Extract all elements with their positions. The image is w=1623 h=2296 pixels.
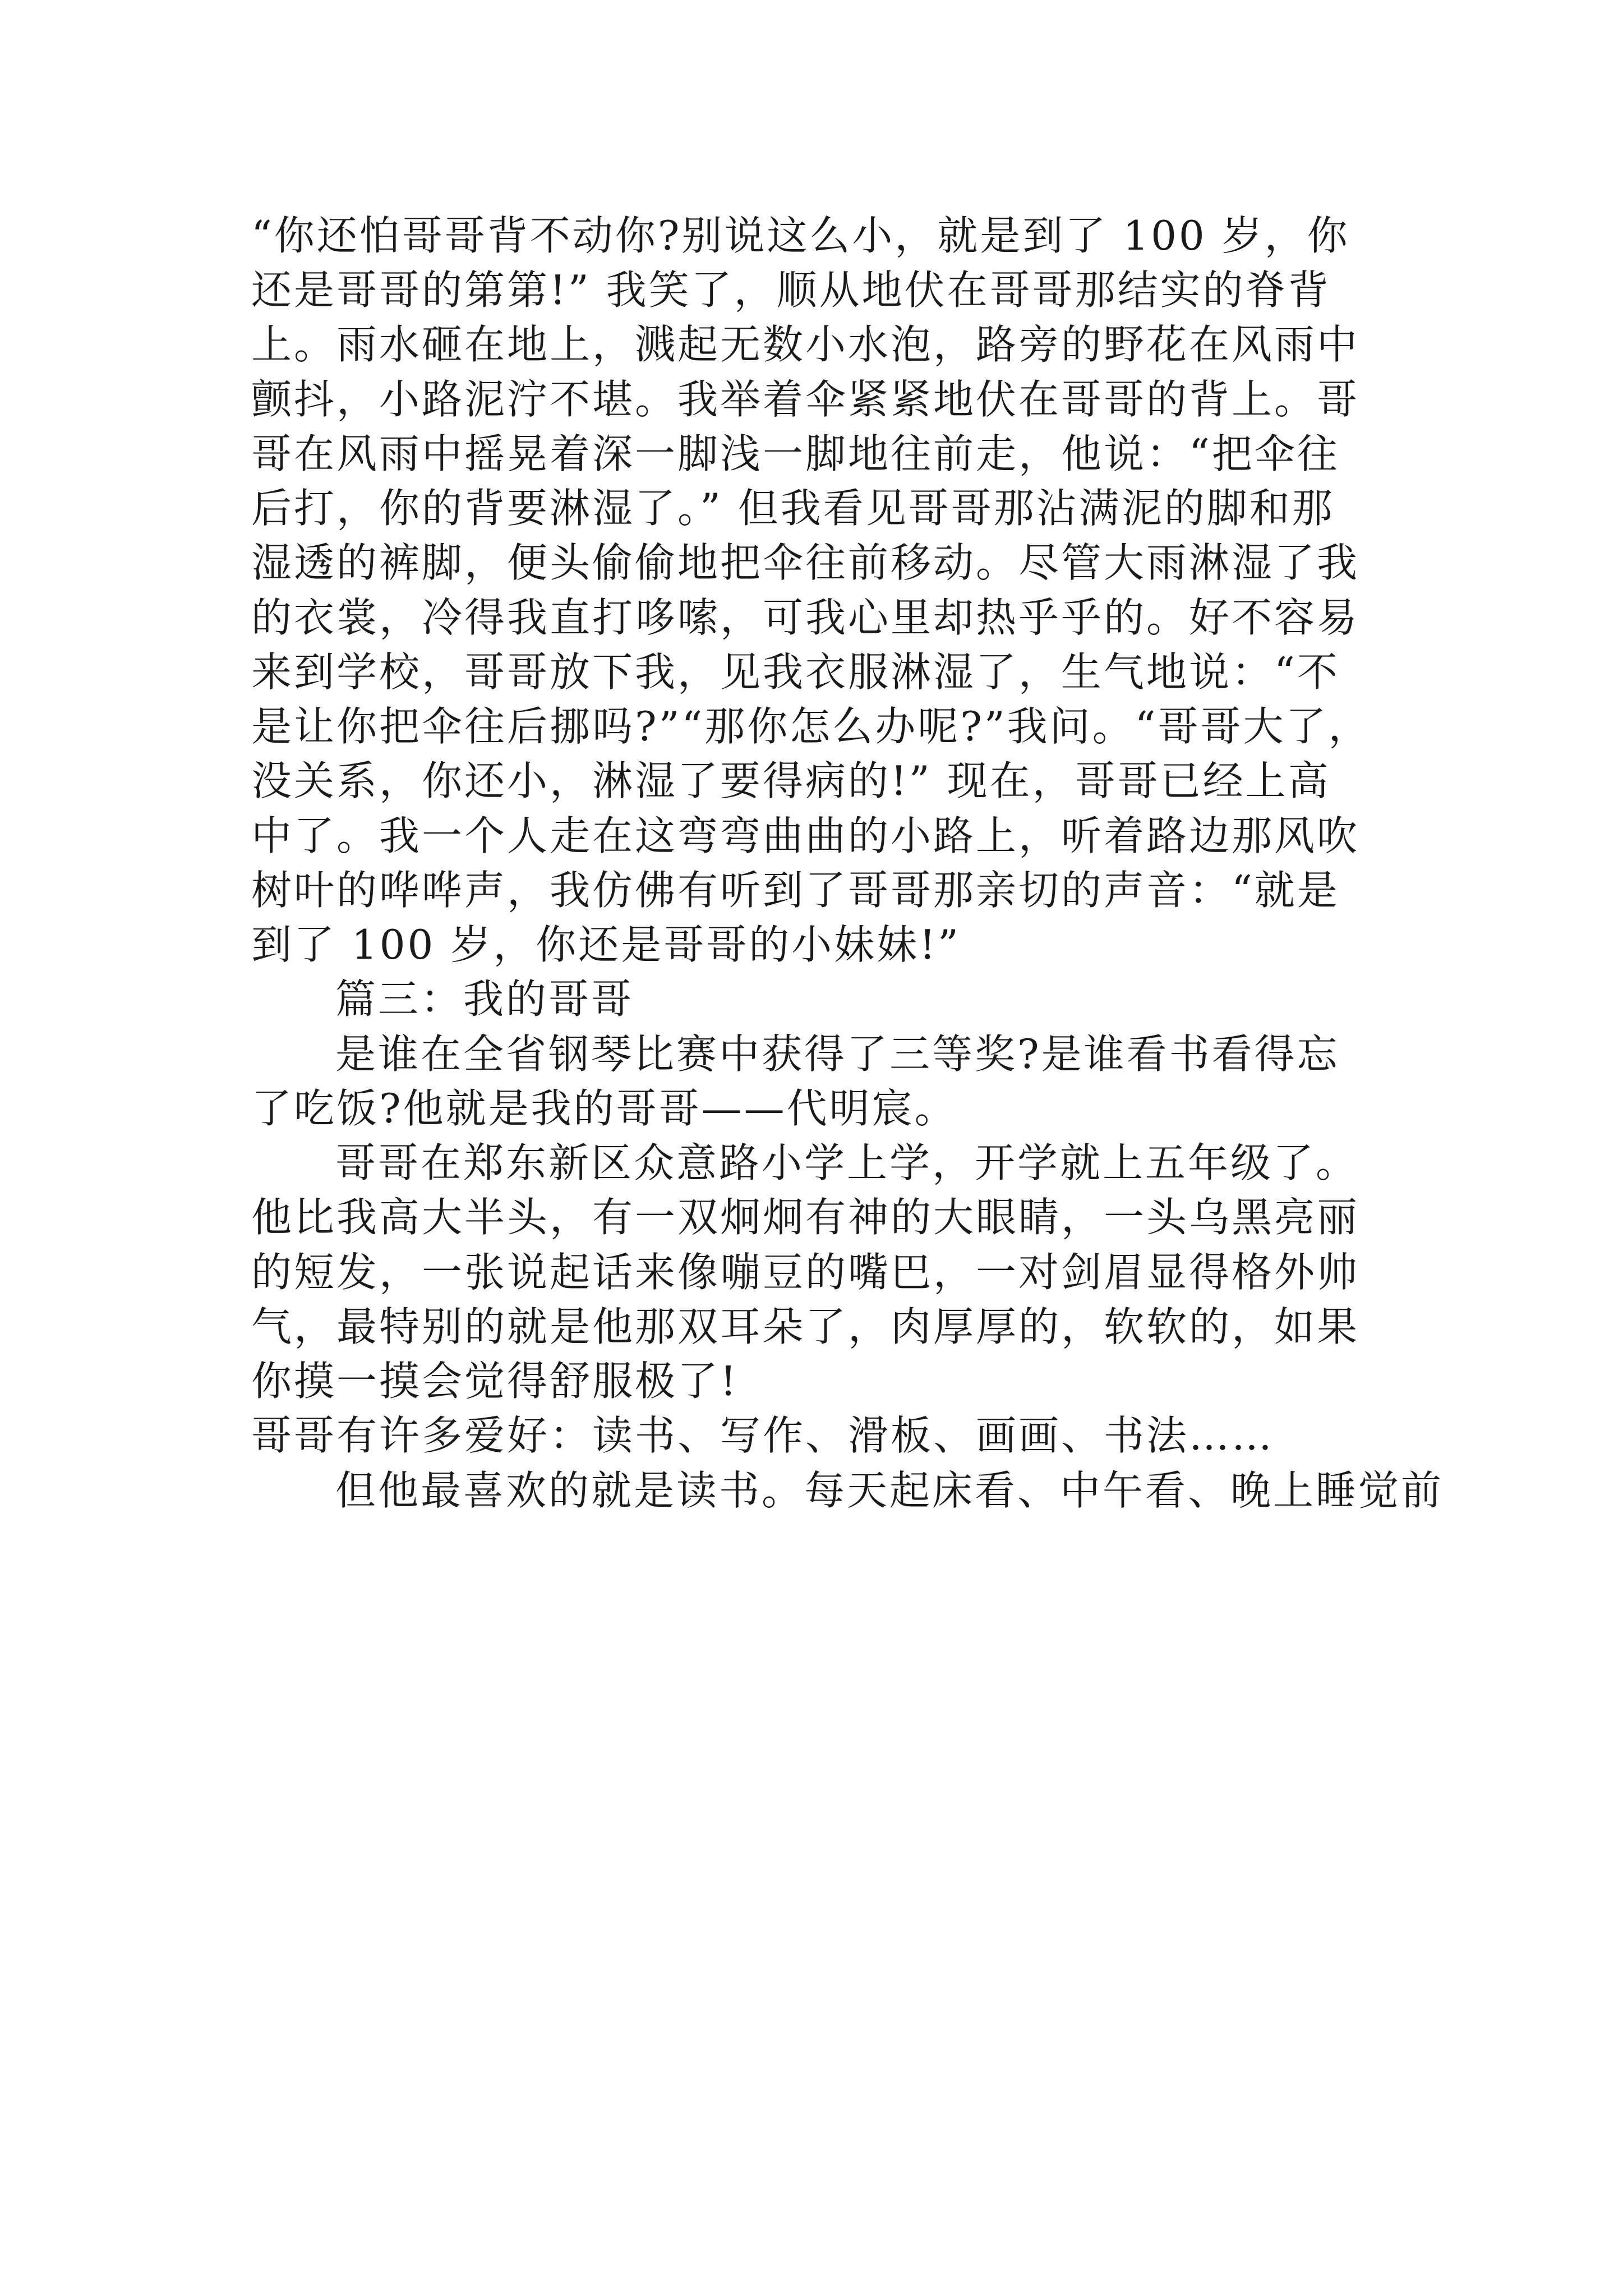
text-line: 是谁在全省钢琴比赛中获得了三等奖?是谁看书看得忘	[335, 1030, 1340, 1078]
text-line: 颤抖，小路泥泞不堪。我举着伞紧紧地伏在哥哥的背上。哥	[251, 376, 1360, 423]
text-line: 哥哥在郑东新区众意路小学上学，开学就上五年级了。	[335, 1139, 1359, 1186]
text-line: 但他最喜欢的就是读书。每天起床看、中午看、晚上睡觉前	[335, 1467, 1444, 1514]
text-line: 树叶的哗哗声，我仿佛有听到了哥哥那亲切的声音：“就是	[251, 867, 1340, 914]
section-heading: 篇三：我的哥哥	[335, 976, 634, 1023]
text-line: 气，最特别的就是他那双耳朵了，肉厚厚的，软软的，如果	[251, 1303, 1360, 1350]
text-line: 的短发，一张说起话来像嘣豆的嘴巴，一对剑眉显得格外帅	[251, 1249, 1360, 1296]
text-line: 的衣裳，冷得我直打哆嗦，可我心里却热乎乎的。好不容易	[251, 594, 1360, 641]
text-line: 来到学校，哥哥放下我，见我衣服淋湿了，生气地说：“不	[251, 648, 1340, 696]
text-line: 你摸一摸会觉得舒服极了!	[251, 1358, 739, 1405]
text-line: 还是哥哥的第第!” 我笑了，顺从地伏在哥哥那结实的脊背	[251, 266, 1331, 314]
text-line: 没关系，你还小，淋湿了要得病的!” 现在，哥哥已经上高	[251, 757, 1331, 804]
text-line: 了吃饭?他就是我的哥哥——代明宸。	[251, 1085, 957, 1132]
text-line: 湿透的裤脚，便头偷偷地把伞往前移动。尽管大雨淋湿了我	[251, 539, 1360, 586]
text-line: 到了 100 岁，你还是哥哥的小妹妹!”	[251, 921, 961, 968]
text-line: 是让你把伞往后挪吗?”“那你怎么办呢?”我问。“哥哥大了，	[251, 703, 1371, 750]
text-line: “你还怕哥哥背不动你?别说这么小，就是到了 100 岁，你	[251, 212, 1350, 259]
text-line: 上。雨水砸在地上，溅起无数小水泡，路旁的野花在风雨中	[251, 321, 1360, 368]
text-line: 哥哥有许多爱好：读书、写作、滑板、画画、书法……	[251, 1412, 1275, 1459]
text-line: 他比我高大半头，有一双炯炯有神的大眼睛，一头乌黑亮丽	[251, 1194, 1360, 1241]
text-line: 中了。我一个人走在这弯弯曲曲的小路上，听着路边那风吹	[251, 812, 1360, 859]
text-line: 后打，你的背要淋湿了。” 但我看见哥哥那沾满泥的脚和那	[251, 485, 1335, 532]
text-line: 哥在风雨中摇晃着深一脚浅一脚地往前走，他说：“把伞往	[251, 430, 1340, 477]
